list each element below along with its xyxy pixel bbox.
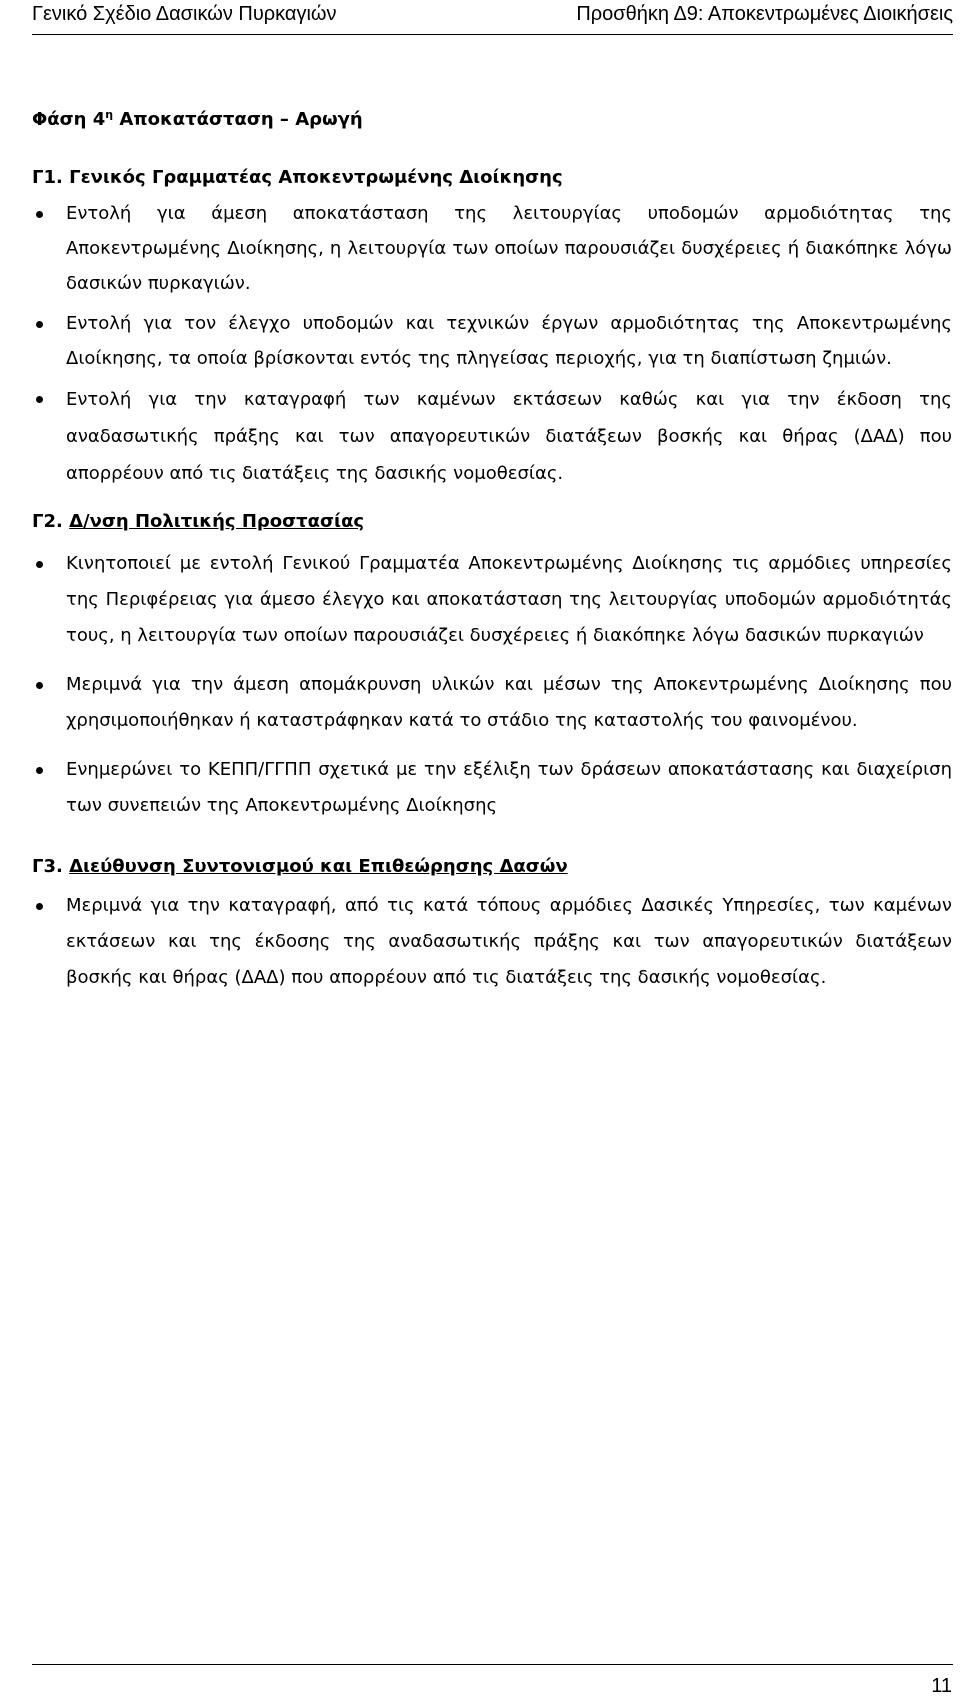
phase-title [32, 102, 952, 138]
page-number: 11 [931, 1675, 952, 1697]
section-heading [32, 504, 952, 540]
section-heading-underlined: Δ/νση Πολιτικής Προστασίας [69, 511, 365, 532]
list-item: Μεριμνά για την άμεση απομάκρυνση υλικών και μέσων της Αποκεντρωμένης Διοίκησης που χρησιμοποιήθηκαν ή καταστράφηκαν κατά το στάδιο της καταστολής του φαινομένου. [32, 667, 952, 739]
section-heading [32, 160, 952, 196]
section-heading-prefix: Γ1. Γενικός Γραμματέας Αποκεντρωμένης Διοίκησης [32, 167, 563, 188]
section-g2 [32, 504, 952, 824]
list-item: Ενημερώνει το ΚΕΠΠ/ΓΓΠΠ σχετικά με την εξέλιξη των δράσεων αποκατάστασης και διαχείριση των συνεπειών της Αποκεντρωμένης Διοίκησης [32, 752, 952, 824]
header-divider [32, 34, 953, 35]
section-g1 [32, 160, 952, 492]
list-item: Εντολή για την καταγραφή των καμένων εκτάσεων καθώς και για την έκδοση της αναδασωτικής πράξης και των απαγορευτικών διατάξεων βοσκής και θήρας (ΔΑΔ) που απορρέουν από τις διατάξεις της δασικής νομοθεσίας. [32, 381, 952, 492]
footer-divider [32, 1664, 953, 1665]
section-heading-underlined: Διεύθυνση Συντονισμού και Επιθεώρησης Δασών [69, 856, 568, 877]
list-item: Εντολή για τον έλεγχο υποδομών και τεχνικών έργων αρμοδιότητας της Αποκεντρωμένης Διοίκησης, τα οποία βρίσκονται εντός της πληγείσας περιοχής, για τη διαπίστωση ζημιών. [32, 306, 952, 376]
bullet-list [32, 546, 952, 824]
running-header [32, 0, 953, 30]
section-g3 [32, 849, 952, 996]
phase-title-superscript: η [105, 108, 114, 121]
bullet-list [32, 196, 952, 492]
list-item: Κινητοποιεί με εντολή Γενικού Γραμματέα Αποκεντρωμένης Διοίκησης τις αρμόδιες υπηρεσίες της Περιφέρειας για άμεσο έλεγχο και αποκατάσταση της λειτουργίας υποδομών αρμοδιότητάς τους, η λειτουργία των οποίων παρουσιάζει δυσχέρειες ή διακόπηκε λόγω δασικών πυρκαγιών [32, 546, 952, 654]
header-appendix-title: Προσθήκη Δ9: Αποκεντρωμένες Διοικήσεις [576, 3, 953, 25]
phase-title-suffix: Αποκατάσταση – Αρωγή [113, 109, 363, 130]
list-item: Εντολή για άμεση αποκατάσταση της λειτουργίας υποδομών αρμοδιότητας της Αποκεντρωμένης Διοίκησης, η λειτουργία των οποίων παρουσιάζει δυσχέρειες ή διακόπηκε λόγω δασικών πυρκαγιών. [32, 196, 952, 301]
header-document-title: Γενικό Σχέδιο Δασικών Πυρκαγιών [32, 3, 337, 25]
phase-title-prefix: Φάση 4 [32, 109, 106, 130]
section-heading-prefix: Γ3. [32, 856, 70, 877]
bullet-list [32, 888, 952, 996]
section-heading [32, 849, 952, 885]
list-item: Μεριμνά για την καταγραφή, από τις κατά τόπους αρμόδιες Δασικές Υπηρεσίες, των καμένων εκτάσεων και της έκδοσης της αναδασωτικής πράξης και των απαγορευτικών διατάξεων βοσκής και θήρας (ΔΑΔ) που απορρέουν από τις διατάξεις της δασικής νομοθεσίας. [32, 888, 952, 996]
document-body [32, 102, 952, 996]
section-heading-prefix: Γ2. [32, 511, 70, 532]
